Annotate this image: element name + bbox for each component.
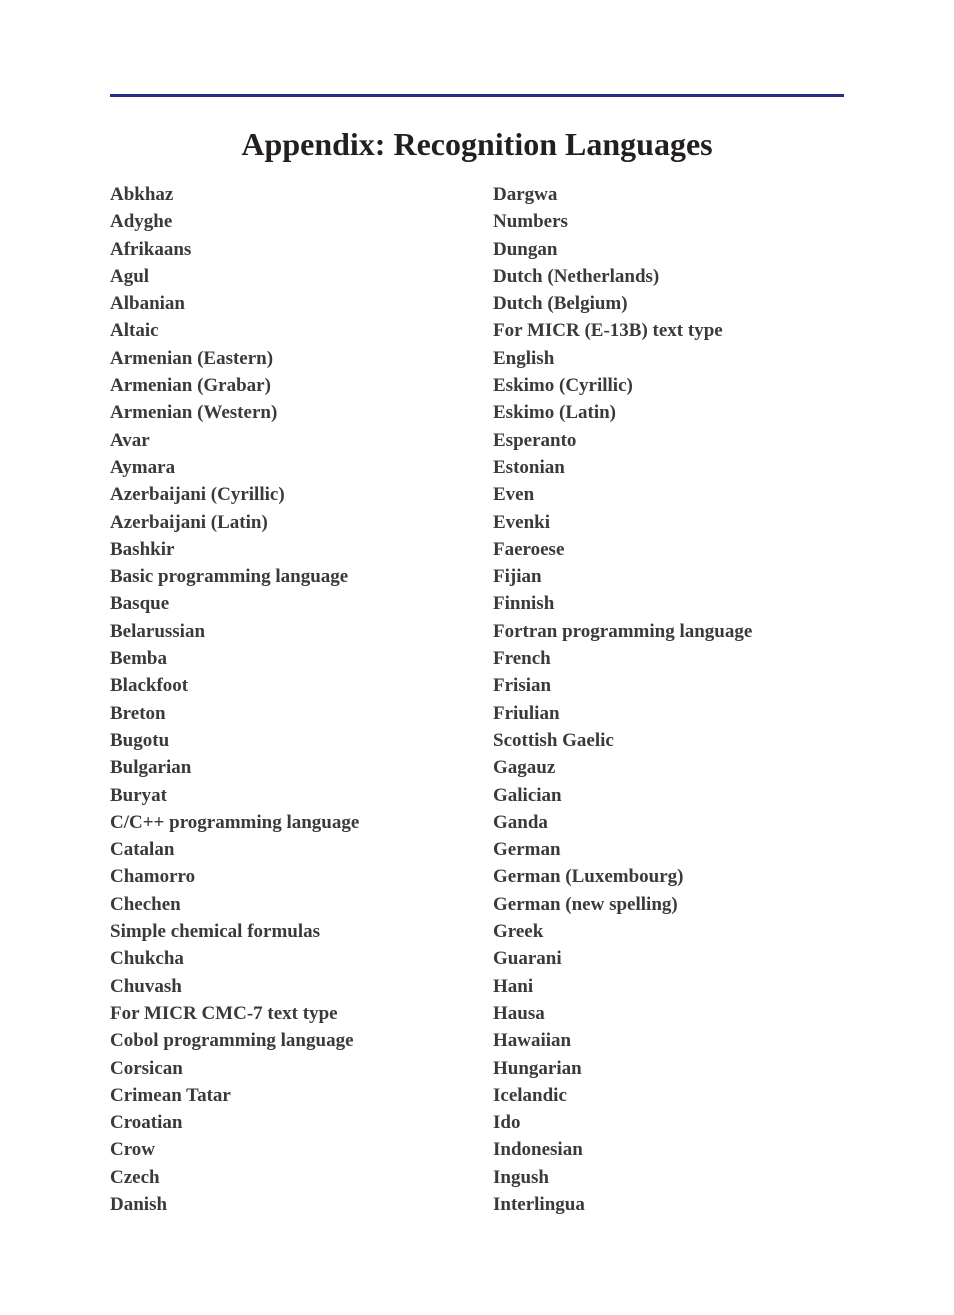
language-item: Icelandic bbox=[493, 1084, 567, 1106]
language-item: Friulian bbox=[493, 702, 560, 724]
language-item: Breton bbox=[110, 702, 166, 724]
language-item: Corsican bbox=[110, 1057, 183, 1079]
language-item: Buryat bbox=[110, 784, 167, 806]
language-item: Cobol programming language bbox=[110, 1030, 354, 1052]
language-item: Azerbaijani (Latin) bbox=[110, 511, 268, 533]
language-item: Faeroese bbox=[493, 538, 565, 560]
language-item: Blackfoot bbox=[110, 675, 189, 697]
language-item: Agul bbox=[110, 265, 150, 287]
language-item: English bbox=[493, 347, 555, 369]
language-item: Eskimo (Cyrillic) bbox=[493, 375, 633, 397]
page-title: Appendix: Recognition Languages bbox=[241, 126, 713, 162]
language-item: Albanian bbox=[110, 293, 185, 315]
language-item: Eskimo (Latin) bbox=[493, 402, 616, 424]
language-item: Estonian bbox=[493, 456, 565, 478]
language-item: Bugotu bbox=[110, 729, 170, 751]
language-item: French bbox=[493, 648, 551, 670]
header-rule bbox=[110, 94, 844, 97]
language-item: Afrikaans bbox=[110, 238, 192, 260]
language-item: C/C++ programming language bbox=[110, 811, 360, 833]
language-item: Hawaiian bbox=[493, 1030, 572, 1052]
language-item: German (new spelling) bbox=[493, 893, 678, 915]
language-item: Altaic bbox=[110, 320, 159, 342]
language-item: Finnish bbox=[493, 593, 555, 615]
language-item: Dargwa bbox=[493, 184, 558, 205]
language-item: Crow bbox=[110, 1139, 156, 1161]
language-item: Dungan bbox=[493, 238, 558, 260]
language-item: Hungarian bbox=[493, 1057, 582, 1079]
language-item: Czech bbox=[110, 1166, 160, 1188]
language-item: Dutch (Belgium) bbox=[493, 293, 628, 315]
language-item: Interlingua bbox=[493, 1193, 585, 1215]
language-item: Abkhaz bbox=[110, 184, 174, 205]
language-item: Bemba bbox=[110, 648, 167, 670]
language-list-left bbox=[110, 181, 359, 1218]
language-item: For MICR (E-13B) text type bbox=[493, 320, 723, 342]
language-item: Hausa bbox=[493, 1002, 545, 1024]
language-item: Chechen bbox=[110, 893, 181, 915]
language-item: Belarussian bbox=[110, 620, 206, 642]
language-item: Croatian bbox=[110, 1112, 183, 1134]
language-item: Numbers bbox=[493, 211, 568, 233]
language-item: Avar bbox=[110, 429, 150, 451]
language-item: Azerbaijani (Cyrillic) bbox=[110, 484, 285, 506]
language-item: Ingush bbox=[493, 1166, 549, 1188]
language-item: Esperanto bbox=[493, 429, 577, 451]
language-item: Evenki bbox=[493, 511, 551, 533]
language-item: Scottish Gaelic bbox=[493, 729, 614, 751]
language-item: Indonesian bbox=[493, 1139, 583, 1161]
language-item: Basque bbox=[110, 593, 170, 615]
language-item: Hani bbox=[493, 975, 534, 997]
language-item: Danish bbox=[110, 1193, 168, 1215]
language-item: Catalan bbox=[110, 839, 175, 861]
language-item: Armenian (Western) bbox=[110, 402, 278, 424]
language-item: Frisian bbox=[493, 675, 552, 697]
language-item: Adyghe bbox=[110, 211, 173, 233]
language-item: Ido bbox=[493, 1112, 521, 1134]
language-item: Aymara bbox=[110, 456, 176, 478]
language-item: Even bbox=[493, 484, 535, 506]
language-item: Fortran programming language bbox=[493, 620, 753, 642]
language-item: Simple chemical formulas bbox=[110, 921, 321, 943]
language-item: Armenian (Eastern) bbox=[110, 347, 274, 369]
language-item: Fijian bbox=[493, 566, 542, 588]
language-item: Ganda bbox=[493, 811, 548, 833]
language-item: Basic programming language bbox=[110, 566, 349, 588]
language-item: For MICR CMC-7 text type bbox=[110, 1002, 338, 1024]
language-item: Greek bbox=[493, 921, 544, 943]
language-item: Bulgarian bbox=[110, 757, 192, 779]
language-item: Chukcha bbox=[110, 948, 184, 970]
language-list-right bbox=[493, 181, 752, 1218]
language-item: German (Luxembourg) bbox=[493, 866, 684, 888]
language-item: Dutch (Netherlands) bbox=[493, 265, 660, 287]
language-item: German bbox=[493, 839, 561, 861]
language-item: Chamorro bbox=[110, 866, 196, 888]
language-item: Armenian (Grabar) bbox=[110, 375, 271, 397]
language-item: Crimean Tatar bbox=[110, 1084, 231, 1106]
language-item: Gagauz bbox=[493, 757, 556, 779]
language-item: Chuvash bbox=[110, 975, 182, 997]
language-item: Guarani bbox=[493, 948, 562, 970]
language-item: Bashkir bbox=[110, 538, 175, 560]
language-item: Galician bbox=[493, 784, 562, 806]
